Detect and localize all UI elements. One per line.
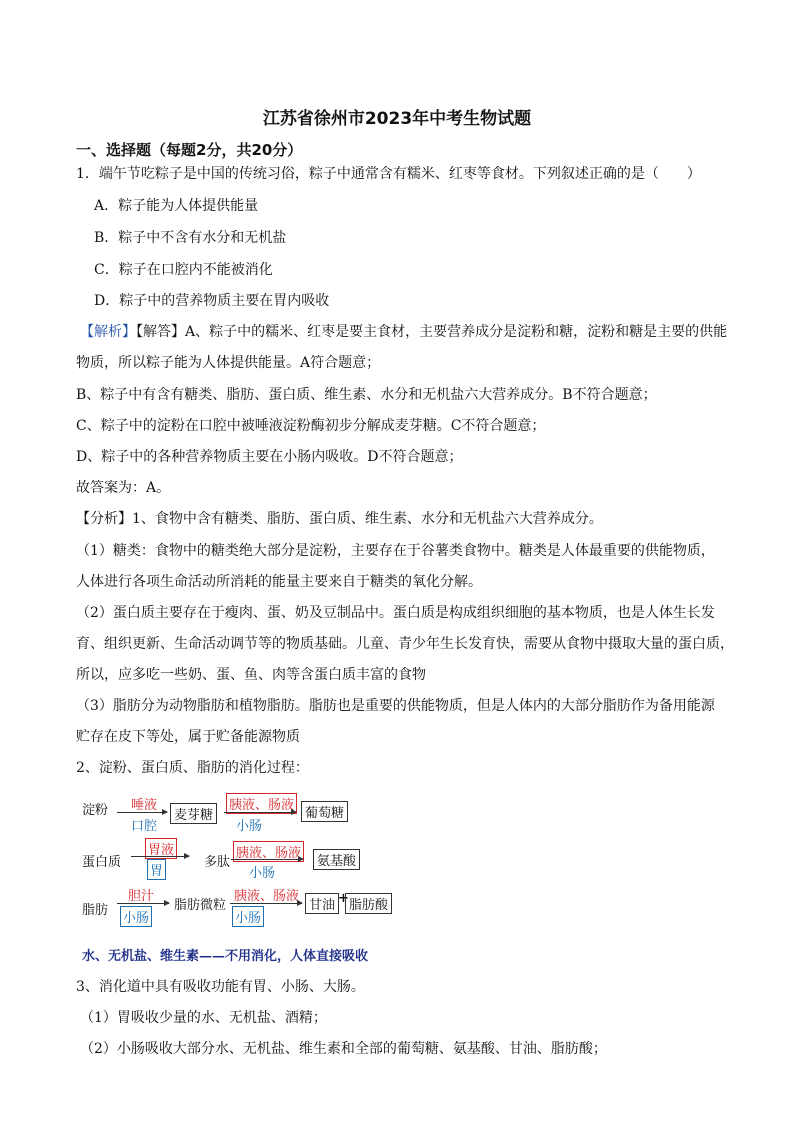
analysis-line-17: （1）胃吸收少量的水、无机盐、酒精； — [80, 1010, 327, 1026]
analysis-line-6: 故答案为：A。 — [76, 480, 171, 496]
analysis-line-3: B、粽子中有含有糖类、脂肪、蛋白质、维生素、水分和无机盐六大营养成分。B不符合题意； — [76, 387, 657, 403]
option-c: C．粽子在口腔内不能被消化 — [94, 262, 273, 278]
intestine-label-3: 小肠 — [120, 906, 152, 927]
analysis-line-15: 2、淀粉、蛋白质、脂肪的消化过程： — [76, 760, 309, 776]
starch-arrow-1 — [117, 812, 167, 813]
analysis-line-12: 所以，应多吃一些奶、蛋、鱼、肉等含蛋白质丰富的食物 — [76, 667, 426, 683]
pancreatic-label-1: 胰液、肠液 — [226, 793, 297, 814]
fat-arrow-2 — [230, 903, 302, 904]
analysis-text: 【解答】A、粽子中的糯米、红枣是要主食材，主要营养成分是淀粉和糖，淀粉和糖是主要的供能 — [136, 324, 728, 340]
intestine-label-4: 小肠 — [232, 906, 264, 927]
amino-box: 氨基酸 — [313, 849, 360, 870]
analysis-line-14: 贮存在皮下等处，属于贮备能源物质 — [76, 729, 300, 745]
pancreatic-label-3: 胰液、肠液 — [234, 889, 300, 904]
intestine-label-2: 小肠 — [249, 866, 276, 881]
fatty-acid-box: 脂肪酸 — [345, 893, 392, 914]
fat-arrow-1 — [117, 903, 169, 904]
protein-arrow-1 — [131, 856, 189, 857]
analysis-line-1 — [80, 322, 760, 342]
fat-label: 脂肪 — [82, 903, 109, 918]
option-b: B．粽子中不含有水分和无机盐 — [94, 230, 287, 246]
page-title: 江苏省徐州市2023年中考生物试题 — [262, 109, 532, 129]
glycerol-box: 甘油 — [305, 893, 339, 914]
maltose-box: 麦芽糖 — [170, 803, 217, 824]
saliva-label: 唾液 — [131, 798, 158, 813]
analysis-line-10: （2）蛋白质主要存在于瘦肉、蛋、奶及豆制品中。蛋白质是构成组织细胞的基本物质，也是人体生长发 — [76, 605, 715, 621]
bile-label: 胆汁 — [128, 889, 155, 904]
peptide-label: 多肽 — [204, 855, 231, 870]
section-heading: 一、选择题（每题2分，共20分） — [76, 141, 303, 159]
glucose-box: 葡萄糖 — [301, 801, 348, 822]
analysis-line-13: （3）脂肪分为动物脂肪和植物脂肪。脂肪也是重要的供能物质，但是人体内的大部分脂肪作为备用能源 — [76, 698, 715, 714]
analysis-line-5: D、粽子中的各种营养物质主要在小肠内吸收。D不符合题意； — [76, 449, 463, 465]
question-stem: 1．端午节吃粽子是中国的传统习俗，粽子中通常含有糯米、红枣等食材。下列叙述正确的是（ ） — [76, 166, 701, 182]
analysis-line-8: （1）糖类：食物中的糖类绝大部分是淀粉，主要存在于谷薯类食物中。糖类是人体最重要的供能物质， — [76, 543, 715, 559]
option-a: A．粽子能为人体提供能量 — [94, 198, 259, 214]
diagram-note: 水、无机盐、维生素——不用消化，人体直接吸收 — [82, 949, 369, 964]
option-d: D．粽子中的营养物质主要在胃内吸收 — [94, 293, 330, 309]
starch-arrow-2 — [224, 812, 296, 813]
protein-arrow-2 — [231, 859, 303, 860]
gastric-label: 胃液 — [145, 838, 177, 859]
analysis-line-7: 【分析】1、食物中含有糖类、脂肪、蛋白质、维生素、水分和无机盐六大营养成分。 — [76, 511, 603, 527]
intestine-label-1: 小肠 — [236, 819, 263, 834]
analysis-line-9: 人体进行各项生命活动所消耗的能量主要来自于糖类的氧化分解。 — [76, 574, 482, 590]
protein-label: 蛋白质 — [82, 855, 122, 870]
analysis-line-4: C、粽子中的淀粉在口腔中被唾液淀粉酶初步分解成麦芽糖。C不符合题意； — [76, 418, 546, 434]
fat-droplet-label: 脂肪微粒 — [174, 898, 227, 913]
analysis-line-2: 物质，所以粽子能为人体提供能量。A符合题意； — [76, 355, 381, 371]
starch-label: 淀粉 — [82, 803, 109, 818]
analysis-line-11: 育、组织更新、生命活动调节等的物质基础。儿童、青少年生长发育快，需要从食物中摄取大量的蛋白质， — [76, 636, 734, 652]
mouth-label: 口腔 — [131, 819, 158, 834]
analysis-line-18: （2）小肠吸收大部分水、无机盐、维生素和全部的葡萄糖、氨基酸、甘油、脂肪酸； — [80, 1041, 607, 1057]
plus-sign: + — [338, 891, 349, 906]
pancreatic-label-2: 胰液、肠液 — [233, 841, 304, 862]
analysis-line-16: 3、消化道中具有吸收功能有胃、小肠、大肠。 — [76, 979, 365, 995]
analysis-tag: 【解析】 — [80, 324, 136, 340]
stomach-label: 胃 — [147, 859, 166, 880]
